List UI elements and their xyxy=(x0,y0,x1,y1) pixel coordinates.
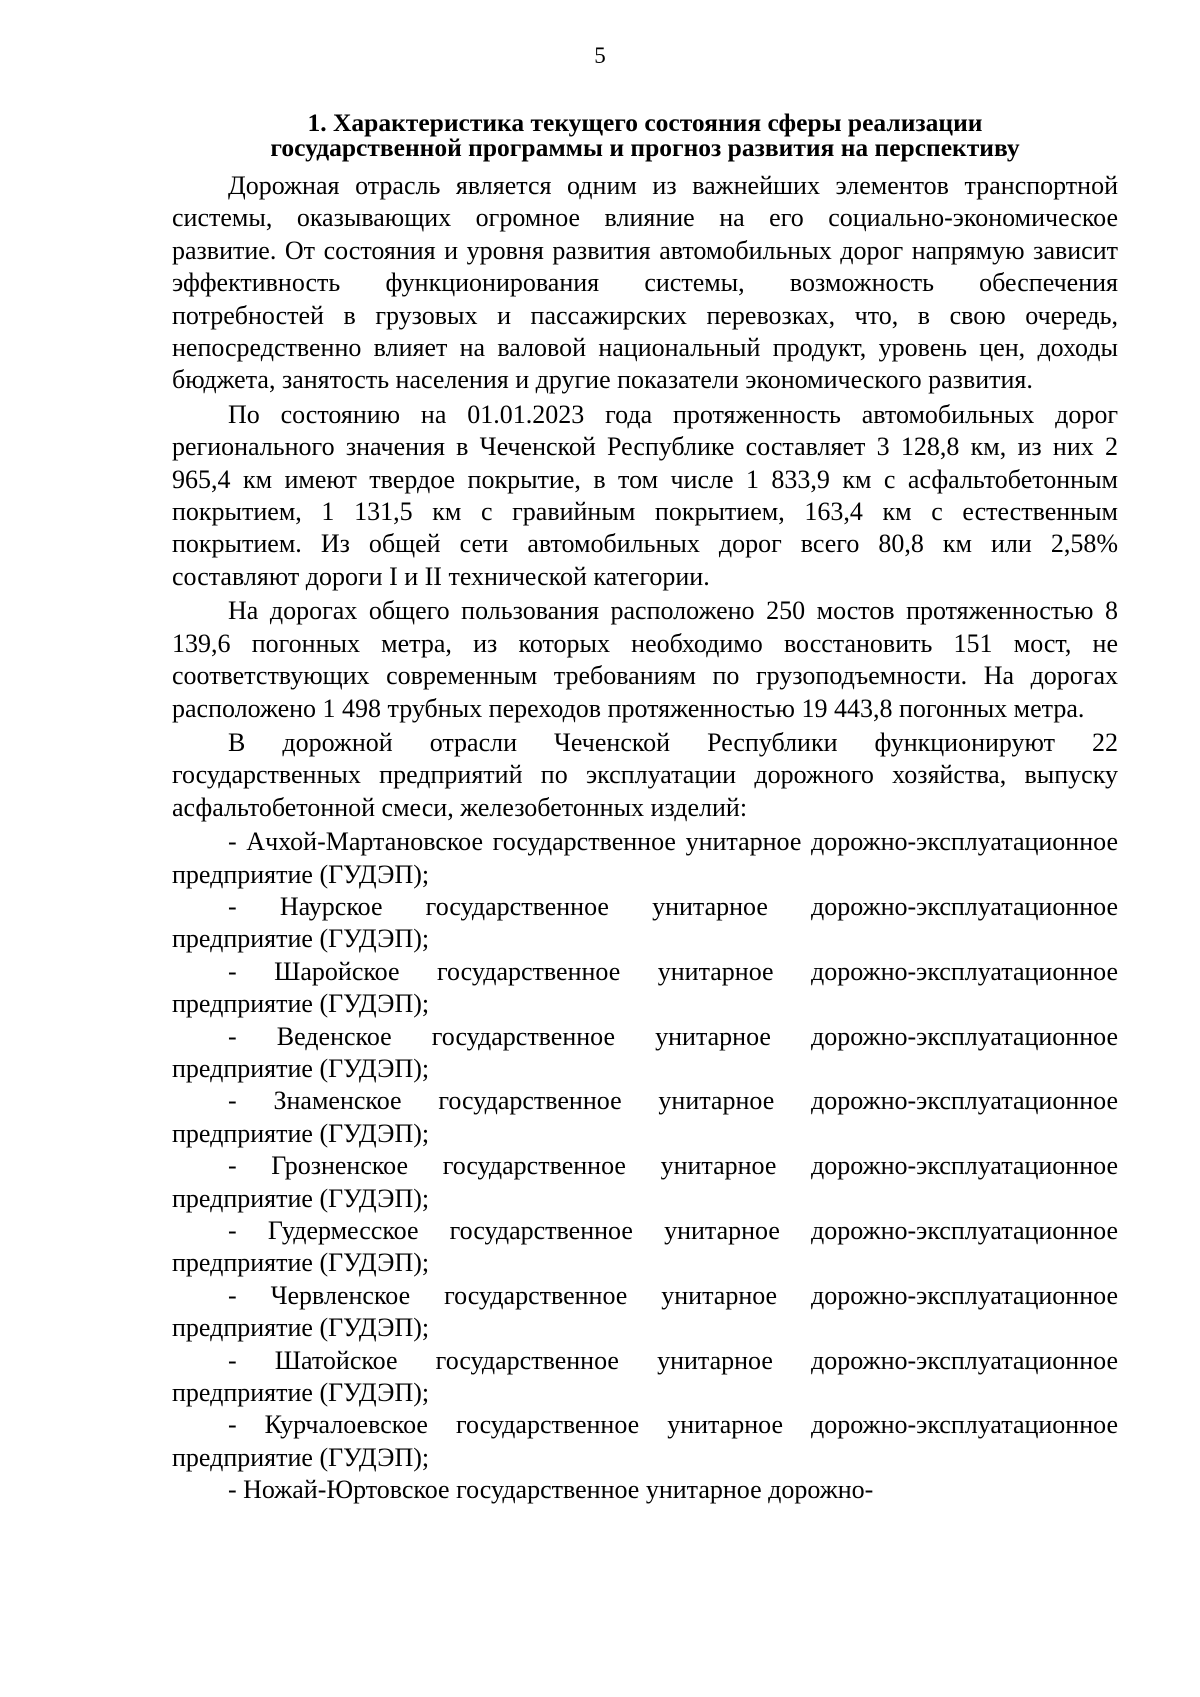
enterprise-list xyxy=(172,826,1118,1507)
paragraph-bridges: На дорогах общего пользования расположено 250 мостов протяженностью 8 139,6 погонных метра, из которых необходимо восстановить 151 мост, не соответствующих современным требованиям по грузоподъемности. На дорогах расположено 1 498 трубных переходов протяженностью 19 443,8 погонных метра. xyxy=(172,596,1118,723)
section-heading-line-1: 1. Характеристика текущего состояния сферы реализации xyxy=(307,108,983,137)
document-body xyxy=(172,110,1118,1507)
list-item: - Ачхой-Мартановское государственное унитарное дорожно-эксплуатационное предприятие (ГУДЭП); xyxy=(172,827,1118,889)
paragraph-road-industry: Дорожная отрасль является одним из важнейших элементов транспортной системы, оказывающих огромное влияние на его социально-экономическое развитие. От состояния и уровня развития автомобильных дорог напрямую зависит эффективность функционирования системы, возможность обеспечения потребностей в грузовых и пассажирских перевозках, что, в свою очередь, непосредственно влияет на валовой национальный продукт, уровень цен, доходы бюджета, занятость населения и другие показатели экономического развития. xyxy=(172,171,1118,395)
page-number: 5 xyxy=(594,43,606,68)
list-item: - Веденское государственное унитарное дорожно-эксплуатационное предприятие (ГУДЭП); xyxy=(172,1021,1118,1083)
list-item: - Червленское государственное унитарное дорожно-эксплуатационное предприятие (ГУДЭП); xyxy=(172,1280,1118,1343)
list-item: - Курчалоевское государственное унитарное дорожно-эксплуатационное предприятие (ГУДЭП); xyxy=(172,1410,1118,1472)
paragraph-enterprises: В дорожной отрасли Чеченской Республики функционируют 22 государственных предприятий по эксплуатации дорожного хозяйства, выпуску асфальтобетонной смеси, железобетонных изделий: xyxy=(172,727,1118,822)
section-heading xyxy=(172,110,1118,160)
list-item: - Гудермесское государственное унитарное дорожно-эксплуатационное предприятие (ГУДЭП); xyxy=(172,1216,1118,1278)
list-item: - Наурское государственное унитарное дорожно-эксплуатационное предприятие (ГУДЭП); xyxy=(172,891,1118,954)
list-item: - Грозненское государственное унитарное дорожно-эксплуатационное предприятие (ГУДЭП); xyxy=(172,1151,1118,1213)
list-item: - Шаройское государственное унитарное дорожно-эксплуатационное предприятие (ГУДЭП); xyxy=(172,956,1118,1019)
list-item: - Знаменское государственное унитарное дорожно-эксплуатационное предприятие (ГУДЭП); xyxy=(172,1086,1118,1148)
list-item: - Ножай-Юртовское государственное унитарное дорожно- xyxy=(228,1475,874,1505)
paragraph-road-length: По состоянию на 01.01.2023 года протяженность автомобильных дорог регионального значения в Чеченской Республике составляет 3 128,8 км, из них 2 965,4 км имеют твердое покрытие, в том числе 1 833,9 км с асфальтобетонным покрытием, 1 131,5 км с гравийным покрытием, 163,4 км с естественным покрытием. Из общей сети автомобильных дорог всего 80,8 км или 2,58% составляют дороги I и II технической категории. xyxy=(172,399,1118,591)
section-heading-line-2: государственной программы и прогноз развития на перспективу xyxy=(270,133,1020,162)
list-item: - Шатойское государственное унитарное дорожно-эксплуатационное предприятие (ГУДЭП); xyxy=(172,1345,1118,1408)
